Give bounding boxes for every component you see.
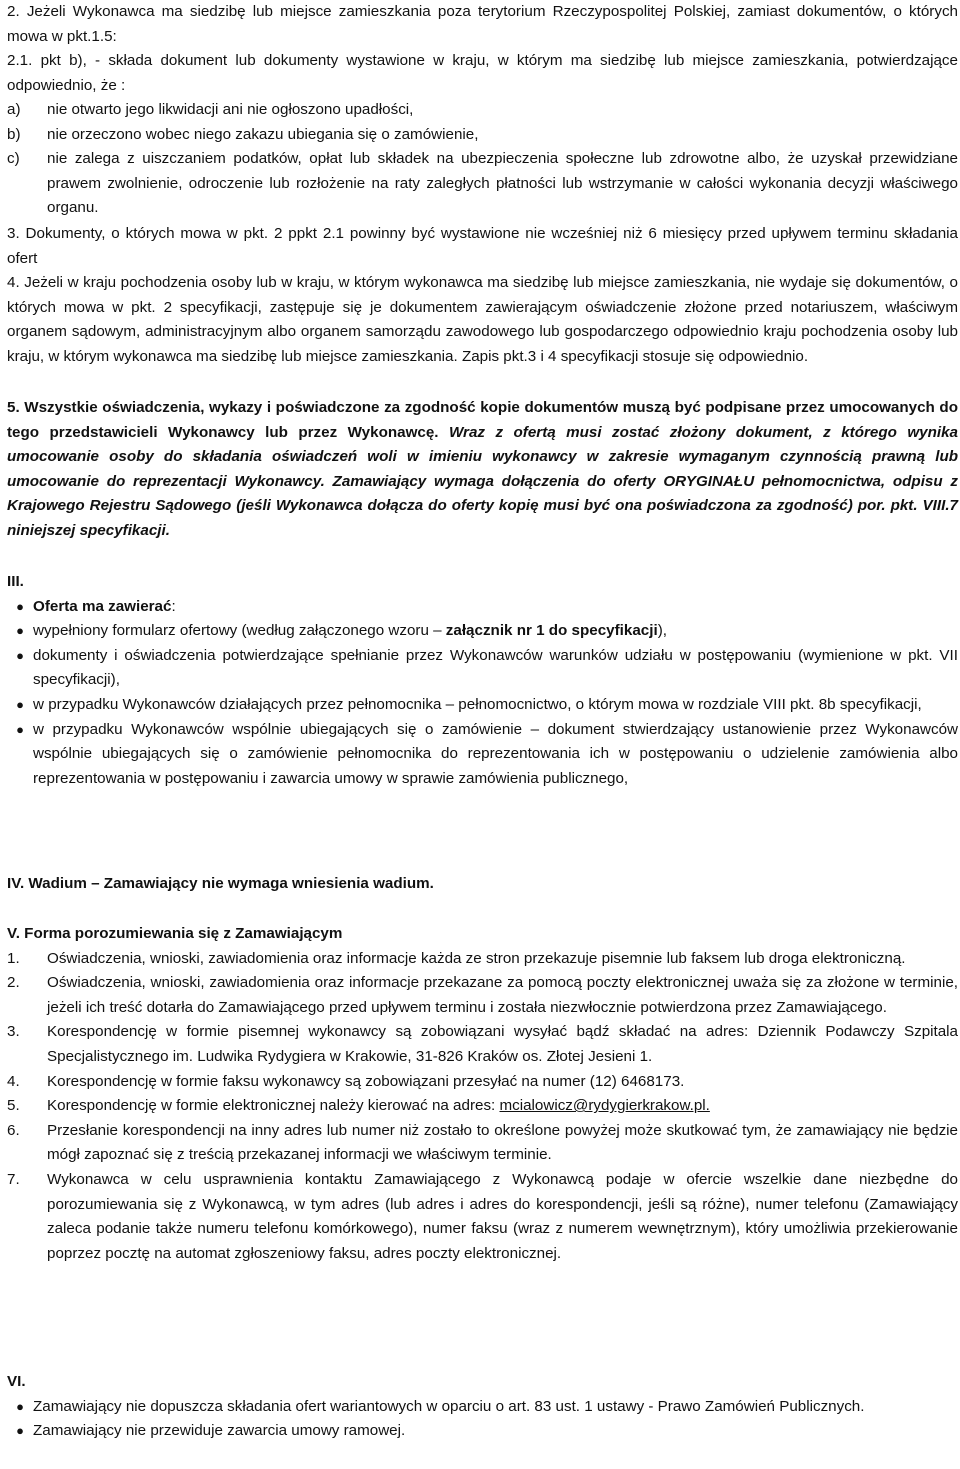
- item-5-bold: 5. Wszystkie oświadczenia, wykazy i poświadczone za zgodność kopie dokumentów muszą być podpisane przez umocowanych do tego przedstawicieli Wykonawcy lub przez Wykonawcę.: [7, 399, 958, 441]
- section-5-item: [7, 947, 958, 972]
- bullet-text: Zamawiający nie dopuszcza składania ofert wariantowych w oparciu o art. 83 ust. 1 ustawy - Prawo Zamówień Publicznych.: [33, 1397, 865, 1415]
- bullet-icon: ●: [16, 623, 24, 639]
- email-link[interactable]: mcialowicz@rydygierkrakow.pl.: [499, 1097, 710, 1115]
- section-6-bullet: [7, 1419, 958, 1444]
- sub-item-text: nie zalega z uiszczaniem podatków, opłat lub składek na ubezpieczenia społeczne lub zdrowotne albo, że uzyskał przewidziane prawem zwolnienie, odroczenie lub rozłożenie na raty zaległych płatności lub wstrzymanie w całości wykonania decyzji właściwego organu.: [47, 150, 958, 217]
- item-2-1-label: 2.1.: [7, 52, 33, 69]
- section-3-bullet: [7, 693, 958, 718]
- sub-item-label: c): [7, 150, 20, 168]
- sub-item-label: a): [7, 101, 21, 118]
- bullet-icon: ●: [16, 647, 24, 663]
- section-3: [7, 570, 958, 791]
- item-5-bolditalic: Wraz z ofertą musi zostać złożony dokument, z którego wynika umocowanie osoby do składania oświadczeń woli w imieniu wykonawcy w zakresie wymaganym czynnością prawną lub umocowanie do reprezentacji Wykonawcy. Zamawiający wymaga dołączenia do oferty ORYGINAŁU pełnomocnictwa, odpisu z Krajowego Rejestru Sądowego (jeśli Wykonawca dołącza do oferty kopię musi być ona poświadczona za zgodność) por. pkt. VIII.7 niniejszej specyfikacji.: [7, 423, 958, 539]
- item-text: Przesłanie korespondencji na inny adres lub numer niż zostało to określone powyżej może skutkować tym, że zamawiający nie będzie mógł zapoznać się z treścią przekazanej informacji we właściwym terminie.: [47, 1121, 958, 1164]
- item-text: Korespondencję w formie faksu wykonawcy są zobowiązani przesyłać na numer (12) 6468173.: [47, 1072, 685, 1090]
- item-number: 5.: [7, 1097, 20, 1115]
- bullet-icon: ●: [16, 721, 24, 737]
- bullet-bold: załącznik nr 1 do specyfikacji: [445, 622, 658, 640]
- sub-item-b: [7, 123, 958, 148]
- section-4-text: Zamawiający nie wymaga wniesienia wadium.: [103, 875, 434, 892]
- bullet-text: w przypadku Wykonawców wspólnie ubiegających się o zamówienie – dokument stwierdzający ustanowienie przez Wykonawców wspólnie ubiegających się o zamówienie pełnomocnika do reprezentowania ich w postępowaniu o udzielenie zamówienia albo reprezentowania w postępowaniu i zawarcia umowy w sprawie zamówienia publicznego,: [33, 720, 958, 787]
- item-number: 2.: [7, 974, 20, 992]
- item-number: 4.: [7, 1072, 20, 1090]
- item-text: Oświadczenia, wnioski, zawiadomienia oraz informacje każda ze stron przekazuje pisemnie lub faksem lub droga elektroniczną.: [47, 949, 906, 967]
- item-2-1: [7, 49, 958, 98]
- section-3-bullet: [7, 718, 958, 792]
- section-6-bullet: [7, 1395, 958, 1420]
- section-5-item: [7, 1094, 958, 1119]
- item-number: 1.: [7, 949, 20, 967]
- section-6: [7, 1370, 958, 1444]
- item-number: 6.: [7, 1121, 20, 1139]
- bullet-bold: Oferta ma zawierać: [33, 597, 172, 615]
- item-2-1-text: pkt b), - składa dokument lub dokumenty wystawione w kraju, w którym ma siedzibę lub miejsce zamieszkania, potwierdzające odpowiednio, że :: [7, 52, 958, 94]
- bullet-text: :: [171, 597, 176, 615]
- section-3-heading: III.: [7, 573, 24, 590]
- item-3: [7, 222, 958, 271]
- item-text: Oświadczenia, wnioski, zawiadomienia oraz informacje przekazane za pomocą poczty elektronicznej uważa się za złożone w terminie, jeżeli ich treść dotarła do Zamawiającego przed upływem terminu i została niezwłocznie potwierdzona przez Zamawiającego.: [47, 974, 958, 1016]
- section-4-heading: IV. Wadium –: [7, 875, 100, 892]
- bullet-icon: ●: [16, 1398, 24, 1414]
- item-5: [7, 396, 958, 544]
- bullet-text-pre: wypełniony formularz ofertowy (według załączonego wzoru –: [33, 622, 446, 640]
- sub-item-a: [7, 98, 958, 123]
- bullet-icon: ●: [16, 696, 24, 712]
- bullet-icon: ●: [16, 598, 24, 614]
- bullet-text: Zamawiający nie przewiduje zawarcia umowy ramowej.: [33, 1422, 406, 1440]
- sub-list: [7, 98, 958, 221]
- section-5-item: [7, 1070, 958, 1095]
- section-6-heading: VI.: [7, 1373, 26, 1390]
- section-5-item: [7, 1020, 958, 1069]
- section-5-item: [7, 971, 958, 1020]
- sub-item-text: nie otwarto jego likwidacji ani nie ogłoszono upadłości,: [47, 101, 414, 118]
- bullet-text: dokumenty i oświadczenia potwierdzające spełnianie przez Wykonawców warunków udziału w postępowaniu (wymienione w pkt. VII specyfikacji),: [33, 646, 958, 689]
- section-3-bullet: [7, 595, 958, 620]
- item-text: Korespondencję w formie elektronicznej należy kierować na adres:: [47, 1097, 500, 1115]
- item-text: Wykonawca w celu usprawnienia kontaktu Zamawiającego z Wykonawcą podaje w ofercie wszelkie dane niezbędne do porozumiewania się z Wykonawcą, w tym adres (lub adres i adres do korespondencji, jeśli są różne), numer telefonu (Zamawiający zaleca podanie także numeru telefonu komórkowego), numer faksu (wraz z numerem wewnętrznym), który umożliwia przekierowanie poprzez pocztę na automat zgłoszeniowy faksu, adres poczty elektronicznej.: [47, 1170, 958, 1262]
- sub-item-text: nie orzeczono wobec niego zakazu ubiegania się o zamówienie,: [47, 125, 479, 143]
- bullet-icon: ●: [16, 1423, 24, 1439]
- item-number: 7.: [7, 1170, 20, 1188]
- item-4-text: 4. Jeżeli w kraju pochodzenia osoby lub w kraju, w którym wykonawca ma siedzibę lub miejsce zamieszkania, nie wydaje się dokumentów, o których mowa w pkt. 2 specyfikacji, zastępuje się je dokumentem zawierającym oświadczenie złożone przed notariuszem, właściwym organem sądowym, administracyjnym albo organem samorządu zawodowego lub gospodarczego odpowiednio kraju pochodzenia osoby lub kraju, w którym wykonawca ma siedzibę lub miejsce zamieszkania. Zapis pkt.3 i 4 specyfikacji stosuje się odpowiednio.: [7, 274, 958, 365]
- section-5-item: [7, 1168, 958, 1266]
- sub-item-c: [7, 147, 958, 221]
- item-2-label: 2.: [7, 3, 20, 20]
- item-2: [7, 0, 958, 49]
- bullet-text-post: ),: [657, 622, 667, 640]
- section-5: [7, 922, 958, 1266]
- sub-item-label: b): [7, 125, 21, 143]
- section-5-item: [7, 1119, 958, 1168]
- bullet-text: w przypadku Wykonawców działających przez pełnomocnika – pełnomocnictwo, o którym mowa w rozdziale VIII pkt. 8b specyfikacji,: [33, 695, 922, 713]
- item-3-text: 3. Dokumenty, o których mowa w pkt. 2 ppkt 2.1 powinny być wystawione nie wcześniej niż 6 miesięcy przed upływem terminu składania ofert: [7, 225, 958, 267]
- item-2-text: Jeżeli Wykonawca ma siedzibę lub miejsce zamieszkania poza terytorium Rzeczypospolitej Polskiej, zamiast dokumentów, o których mowa w pkt.1.5:: [7, 3, 958, 45]
- section-4: [7, 872, 958, 897]
- section-3-bullet: [7, 619, 958, 644]
- section-3-bullet: [7, 644, 958, 693]
- item-4: [7, 271, 958, 369]
- item-text: Korespondencję w formie pisemnej wykonawcy są zobowiązani wysyłać bądź składać na adres: Dziennik Podawczy Szpitala Specjalistycznego im. Ludwika Rydygiera w Krakowie, 31-826 Kraków os. Złotej Jesieni 1.: [47, 1023, 958, 1065]
- section-5-heading: V. Forma porozumiewania się z Zamawiającym: [7, 925, 343, 942]
- item-number: 3.: [7, 1023, 20, 1041]
